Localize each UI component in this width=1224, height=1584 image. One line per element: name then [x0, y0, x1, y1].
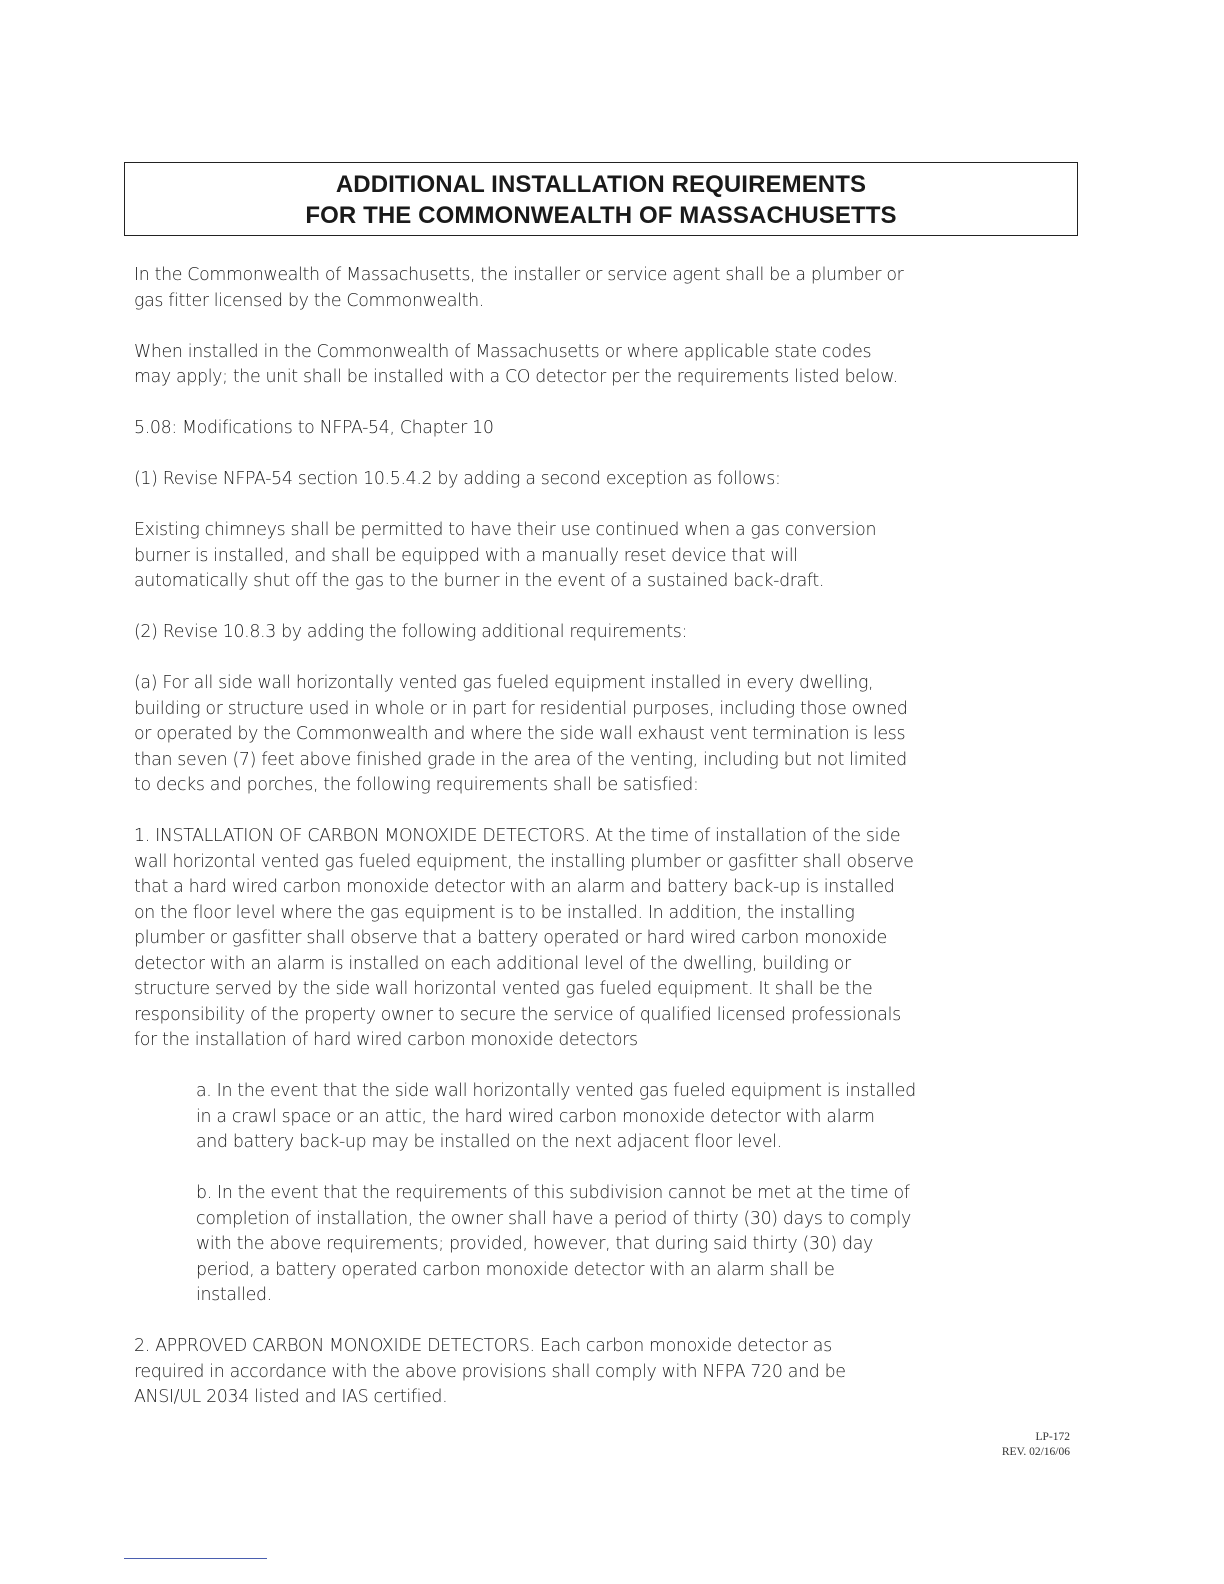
text-line: period, a battery operated carbon monoxide detector with an alarm shall be — [196, 1259, 835, 1280]
text-line: In the Commonwealth of Massachusetts, the installer or service agent shall be a plumber or — [134, 265, 904, 285]
text-line: a. In the event that the side wall horizontally vented gas fueled equipment is installed — [196, 1081, 916, 1101]
text-line: for the installation of hard wired carbon monoxide detectors — [134, 1030, 638, 1050]
text-line: ANSI/UL 2034 listed and IAS certified. — [134, 1387, 448, 1407]
title-line-1: ADDITIONAL INSTALLATION REQUIREMENTS — [335, 171, 867, 198]
text-line: that a hard wired carbon monoxide detector with an alarm and battery back-up is installed — [134, 877, 895, 897]
text-line: plumber or gasfitter shall observe that a battery operated or hard wired carbon monoxide — [134, 928, 887, 948]
text-line: responsibility of the property owner to secure the service of qualified licensed professionals — [134, 1004, 901, 1025]
revision-date: REV. 02/16/06 — [1001, 1446, 1070, 1458]
paragraph-subitem-b — [196, 1181, 1084, 1309]
text-line: burner is installed, and shall be equipped with a manually reset device that will — [134, 545, 798, 566]
text-line: Existing chimneys shall be permitted to have their use continued when a gas conversion — [134, 520, 877, 540]
text-line: structure served by the side wall horizontal vented gas fueled equipment. It shall be the — [134, 979, 873, 999]
paragraph-installer-license — [134, 263, 1084, 314]
text-line: 2. APPROVED CARBON MONOXIDE DETECTORS. Each carbon monoxide detector as — [134, 1336, 832, 1356]
text-line: may apply; the unit shall be installed with a CO detector per the requirements listed below. — [134, 367, 898, 387]
text-line: completion of installation, the owner shall have a period of thirty (30) days to comply — [196, 1208, 911, 1229]
text-line: (a) For all side wall horizontally vented gas fueled equipment installed in every dwelling, — [134, 673, 874, 693]
paragraph-approved-detectors — [134, 1334, 1084, 1411]
text-line: to decks and porches, the following requirements shall be satisfied: — [134, 775, 699, 795]
document-body — [134, 263, 1084, 1411]
form-number: LP-172 — [1035, 1431, 1070, 1443]
text-line: building or structure used in whole or in part for residential purposes, including those owned — [134, 698, 908, 719]
text-line: with the above requirements; provided, however, that during said thirty (30) day — [196, 1234, 873, 1254]
document-title-box — [124, 162, 1078, 236]
footer-reference — [1002, 1430, 1070, 1460]
text-line: (2) Revise 10.8.3 by adding the following additional requirements: — [134, 622, 688, 642]
paragraph-revision-1 — [134, 467, 1084, 493]
text-line: in a crawl space or an attic, the hard wired carbon monoxide detector with alarm — [196, 1106, 875, 1127]
text-line: and battery back-up may be installed on the next adjacent floor level. — [196, 1132, 782, 1152]
text-line: b. In the event that the requirements of this subdivision cannot be met at the time of — [196, 1183, 910, 1203]
paragraph-existing-chimneys — [134, 518, 1084, 595]
text-line: wall horizontal vented gas fueled equipment, the installing plumber or gasfitter shall observe — [134, 851, 914, 872]
paragraph-subitem-a — [196, 1079, 1084, 1156]
text-line: installed. — [196, 1285, 272, 1305]
paragraph-side-wall-vented — [134, 671, 1084, 799]
text-line: than seven (7) feet above finished grade in the area of the venting, including but not limited — [134, 749, 907, 770]
paragraph-modifications-heading — [134, 416, 1084, 442]
paragraph-revision-2 — [134, 620, 1084, 646]
text-line: on the floor level where the gas equipment is to be installed. In addition, the installing — [134, 902, 855, 923]
paragraph-co-detector-requirement — [134, 340, 1084, 391]
footnote-divider — [124, 1558, 267, 1559]
text-line: detector with an alarm is installed on each additional level of the dwelling, building or — [134, 953, 851, 974]
text-line: automatically shut off the gas to the burner in the event of a sustained back-draft. — [134, 571, 824, 591]
text-line: or operated by the Commonwealth and where the side wall exhaust vent termination is less — [134, 724, 906, 744]
text-line: 1. INSTALLATION OF CARBON MONOXIDE DETECTORS. At the time of installation of the side — [134, 826, 901, 846]
text-line: gas fitter licensed by the Commonwealth. — [134, 290, 484, 311]
text-line: (1) Revise NFPA-54 section 10.5.4.2 by adding a second exception as follows: — [134, 469, 781, 489]
paragraph-installation-of-detectors — [134, 824, 1084, 1054]
text-line: required in accordance with the above provisions shall comply with NFPA 720 and be — [134, 1361, 846, 1382]
text-line: When installed in the Commonwealth of Massachusetts or where applicable state codes — [134, 341, 872, 362]
text-line: 5.08: Modifications to NFPA-54, Chapter 10 — [134, 418, 494, 438]
title-line-2: FOR THE COMMONWEALTH OF MASSACHUSETTS — [305, 202, 897, 229]
